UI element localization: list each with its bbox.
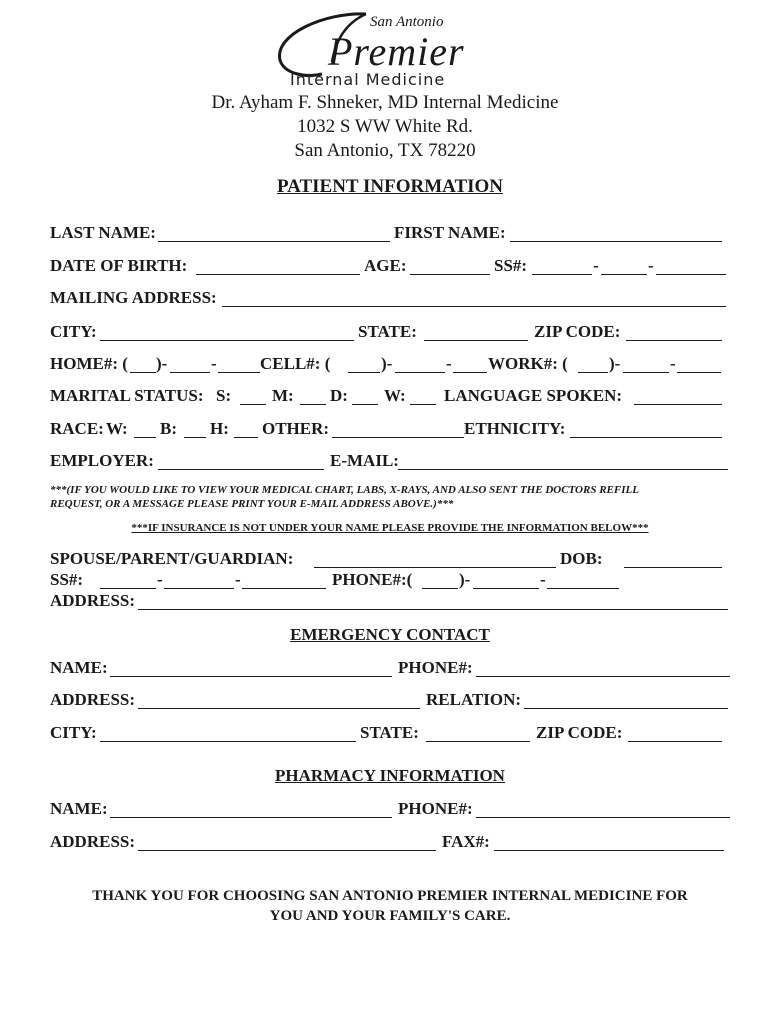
work-area-field[interactable] — [578, 372, 608, 373]
ss-field-2[interactable] — [601, 274, 647, 275]
guardian-dob-field[interactable] — [624, 567, 722, 568]
emergency-relation-label: RELATION: — [426, 690, 522, 709]
language-label: LANGUAGE SPOKEN: — [444, 386, 623, 405]
race-b-field[interactable] — [184, 437, 206, 438]
pharmacy-phone-label: PHONE#: — [398, 799, 473, 818]
state-field[interactable] — [424, 340, 528, 341]
guardian-dob-label: DOB: — [560, 549, 603, 568]
first-name-label: FIRST NAME: — [394, 223, 506, 242]
email-note: ***(IF YOU WOULD LIKE TO VIEW YOUR MEDICAL CHART, LABS, X-RAYS, AND ALSO SENT THE DOCTORS REFILL REQUEST, OR A MESSAGE PLEASE PRINT YOUR E-MAIL ADDRESS ABOVE.)*** — [50, 484, 639, 510]
logo-premier: Premier — [328, 29, 465, 74]
pharmacy-section-title: PHARMACY INFORMATION — [275, 766, 505, 785]
home-prefix-field[interactable] — [170, 372, 210, 373]
guardian-phone-label: PHONE#:( — [332, 570, 413, 589]
race-w-label: W: — [106, 419, 128, 438]
emergency-phone-field[interactable] — [476, 676, 730, 677]
race-other-field[interactable] — [332, 437, 464, 438]
cell-phone-label: CELL#: ( — [260, 354, 331, 373]
guardian-phone-area-field[interactable] — [422, 588, 458, 589]
city-label: CITY: — [50, 322, 97, 341]
age-label: AGE: — [364, 256, 407, 275]
work-prefix-field[interactable] — [623, 372, 669, 373]
emergency-state-label: STATE: — [360, 723, 419, 742]
pharmacy-name-label: NAME: — [50, 799, 108, 818]
race-h-field[interactable] — [234, 437, 258, 438]
pharmacy-fax-field[interactable] — [494, 850, 724, 851]
race-label: RACE: — [50, 419, 104, 438]
thank-you-note: THANK YOU FOR CHOOSING SAN ANTONIO PREMIER INTERNAL MEDICINE FOR YOU AND YOUR FAMILY'S CARE. — [92, 888, 688, 924]
mailing-address-label: MAILING ADDRESS: — [50, 288, 217, 307]
city-field[interactable] — [100, 340, 354, 341]
pharmacy-phone-field[interactable] — [476, 817, 730, 818]
marital-s-label: S: — [216, 386, 232, 405]
ss-label: SS#: — [494, 256, 528, 275]
guardian-phone-line-field[interactable] — [547, 588, 619, 589]
clinic-city: San Antonio, TX 78220 — [294, 140, 476, 161]
race-b-label: B: — [160, 419, 177, 438]
work-line-field[interactable] — [677, 372, 721, 373]
last-name-field[interactable] — [158, 241, 390, 242]
ethnicity-field[interactable] — [570, 437, 722, 438]
marital-w-label: W: — [384, 386, 406, 405]
employer-field[interactable] — [158, 469, 324, 470]
state-label: STATE: — [358, 322, 417, 341]
marital-status-label: MARITAL STATUS: — [50, 386, 204, 405]
pharmacy-address-label: ADDRESS: — [50, 832, 136, 851]
employer-label: EMPLOYER: — [50, 451, 154, 470]
email-label: E-MAIL: — [330, 451, 399, 470]
dob-field[interactable] — [196, 274, 360, 275]
home-area-field[interactable] — [130, 372, 156, 373]
email-field[interactable] — [398, 469, 728, 470]
pharmacy-fax-label: FAX#: — [442, 832, 490, 851]
marital-d-label: D: — [330, 386, 348, 405]
marital-m-label: M: — [272, 386, 294, 405]
home-phone-label: HOME#: ( — [50, 354, 128, 373]
emergency-name-field[interactable] — [110, 676, 392, 677]
home-line-field[interactable] — [218, 372, 260, 373]
age-field[interactable] — [410, 274, 490, 275]
marital-m-field[interactable] — [300, 404, 326, 405]
ethnicity-label: ETHNICITY: — [464, 419, 566, 438]
clinic-street: 1032 S WW White Rd. — [297, 116, 473, 137]
zip-label: ZIP CODE: — [534, 322, 621, 341]
emergency-address-label: ADDRESS: — [50, 690, 136, 709]
work-phone-label: WORK#: ( — [488, 354, 568, 373]
emergency-state-field[interactable] — [426, 741, 530, 742]
logo-san-antonio: San Antonio — [370, 14, 444, 30]
insurance-note: ***IF INSURANCE IS NOT UNDER YOUR NAME PLEASE PROVIDE THE INFORMATION BELOW*** — [131, 522, 649, 534]
ss-field-3[interactable] — [656, 274, 726, 275]
race-w-field[interactable] — [134, 437, 156, 438]
emergency-name-label: NAME: — [50, 658, 108, 677]
ss-field-1[interactable] — [532, 274, 592, 275]
zip-field[interactable] — [626, 340, 722, 341]
marital-s-field[interactable] — [240, 404, 266, 405]
guardian-ss-field-2[interactable] — [164, 588, 234, 589]
guardian-address-field[interactable] — [138, 609, 728, 610]
page-title: PATIENT INFORMATION — [276, 176, 504, 197]
guardian-field[interactable] — [314, 567, 556, 568]
emergency-zip-field[interactable] — [628, 741, 722, 742]
last-name-label: LAST NAME: — [50, 223, 156, 242]
emergency-section-title: EMERGENCY CONTACT — [290, 625, 490, 644]
pharmacy-name-field[interactable] — [110, 817, 392, 818]
marital-w-field[interactable] — [410, 404, 436, 405]
emergency-zip-label: ZIP CODE: — [536, 723, 623, 742]
emergency-relation-field[interactable] — [524, 708, 728, 709]
dob-label: DATE OF BIRTH: — [50, 256, 188, 275]
guardian-phone-prefix-field[interactable] — [473, 588, 539, 589]
language-field[interactable] — [634, 404, 722, 405]
emergency-phone-label: PHONE#: — [398, 658, 473, 677]
race-other-label: OTHER: — [262, 419, 330, 438]
guardian-ss-label: SS#: — [50, 570, 84, 589]
first-name-field[interactable] — [510, 241, 722, 242]
guardian-ss-field-1[interactable] — [100, 588, 156, 589]
logo-internal-medicine: Internal Medicine — [290, 70, 446, 89]
emergency-city-label: CITY: — [50, 723, 97, 742]
cell-line-field[interactable] — [453, 372, 487, 373]
cell-prefix-field[interactable] — [395, 372, 445, 373]
guardian-address-label: ADDRESS: — [50, 591, 136, 610]
clinic-logo — [266, 8, 506, 89]
mailing-address-field[interactable] — [222, 306, 726, 307]
emergency-address-field[interactable] — [138, 708, 420, 709]
emergency-city-field[interactable] — [100, 741, 356, 742]
race-h-label: H: — [210, 419, 229, 438]
doctor-name: Dr. Ayham F. Shneker, MD Internal Medicine — [211, 92, 559, 113]
guardian-label: SPOUSE/PARENT/GUARDIAN: — [50, 549, 294, 568]
cell-area-field[interactable] — [348, 372, 380, 373]
guardian-ss-field-3[interactable] — [242, 588, 326, 589]
marital-d-field[interactable] — [352, 404, 378, 405]
pharmacy-address-field[interactable] — [138, 850, 436, 851]
